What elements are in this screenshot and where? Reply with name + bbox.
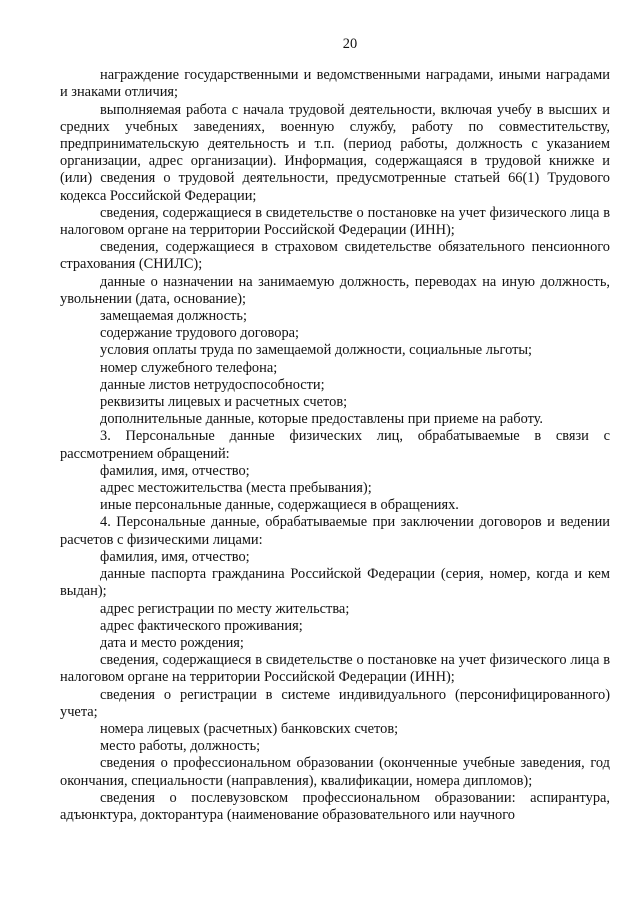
paragraph: место работы, должность; — [100, 738, 261, 755]
paragraph: иные персональные данные, содержащиеся в обращениях. — [100, 497, 459, 514]
paragraph: фамилия, имя, отчество; — [100, 548, 250, 565]
paragraph: дополнительные данные, которые предоставлены при приеме на работу. — [100, 411, 544, 428]
paragraph: номер служебного телефона; — [100, 359, 278, 376]
paragraph: сведения о послевузовском профессиональном образовании: аспирантура, адъюнктура, докторантура (наименование образовательного или научного — [60, 789, 610, 823]
paragraph: выполняемая работа с начала трудовой деятельности, включая учебу в высших и средних учебных заведениях, военную службу, работу по совместительству, предпринимательскую деятельность и т.п. (период работы, должность с указанием организации, адрес организации). Информация, содержащаяся в трудовой книжке и (или) сведения о трудовой деятельности, предусмотренные статьей 66(1) Трудового кодекса Российской Федерации; — [60, 101, 610, 204]
paragraph: 3. Персональные данные физических лиц, обрабатываемые в связи с рассмотрением обращений: — [60, 428, 610, 462]
paragraph: сведения о профессиональном образовании (оконченные учебные заведения, год окончания, специальности (направления), квалификации, номера дипломов); — [60, 755, 610, 789]
paragraph: сведения, содержащиеся в свидетельстве о постановке на учет физического лица в налоговом органе на территории Российской Федерации (ИНН); — [60, 652, 610, 686]
paragraph: данные паспорта гражданина Российской Федерации (серия, номер, когда и кем выдан); — [60, 566, 610, 600]
paragraph: реквизиты лицевых и расчетных счетов; — [100, 394, 348, 411]
paragraph: дата и место рождения; — [100, 634, 244, 651]
paragraph: 4. Персональные данные, обрабатываемые при заключении договоров и ведении расчетов с физическими лицами: — [60, 514, 610, 548]
paragraph: данные листов нетрудоспособности; — [100, 376, 325, 393]
paragraph: сведения о регистрации в системе индивидуального (персонифицированного) учета; — [60, 686, 610, 720]
paragraph: сведения, содержащиеся в страховом свидетельстве обязательного пенсионного страхования (СНИЛС); — [60, 239, 610, 273]
document-body — [60, 67, 610, 824]
paragraph: адрес фактического проживания; — [100, 617, 303, 634]
paragraph: фамилия, имя, отчество; — [100, 462, 250, 479]
paragraph: данные о назначении на занимаемую должность, переводах на иную должность, увольнении (дата, основание); — [60, 273, 610, 307]
page-number: 20 — [342, 36, 358, 52]
paragraph: адрес регистрации по месту жительства; — [100, 600, 350, 617]
paragraph: условия оплаты труда по замещаемой должности, социальные льготы; — [100, 342, 533, 359]
paragraph: замещаемая должность; — [100, 308, 247, 325]
paragraph: содержание трудового договора; — [100, 325, 300, 342]
paragraph: награждение государственными и ведомственными наградами, иными наградами и знаками отличия; — [60, 67, 610, 101]
paragraph: номера лицевых (расчетных) банковских счетов; — [100, 720, 399, 737]
paragraph: адрес местожительства (места пребывания); — [100, 480, 372, 497]
paragraph: сведения, содержащиеся в свидетельстве о постановке на учет физического лица в налоговом органе на территории Российской Федерации (ИНН); — [60, 204, 610, 239]
